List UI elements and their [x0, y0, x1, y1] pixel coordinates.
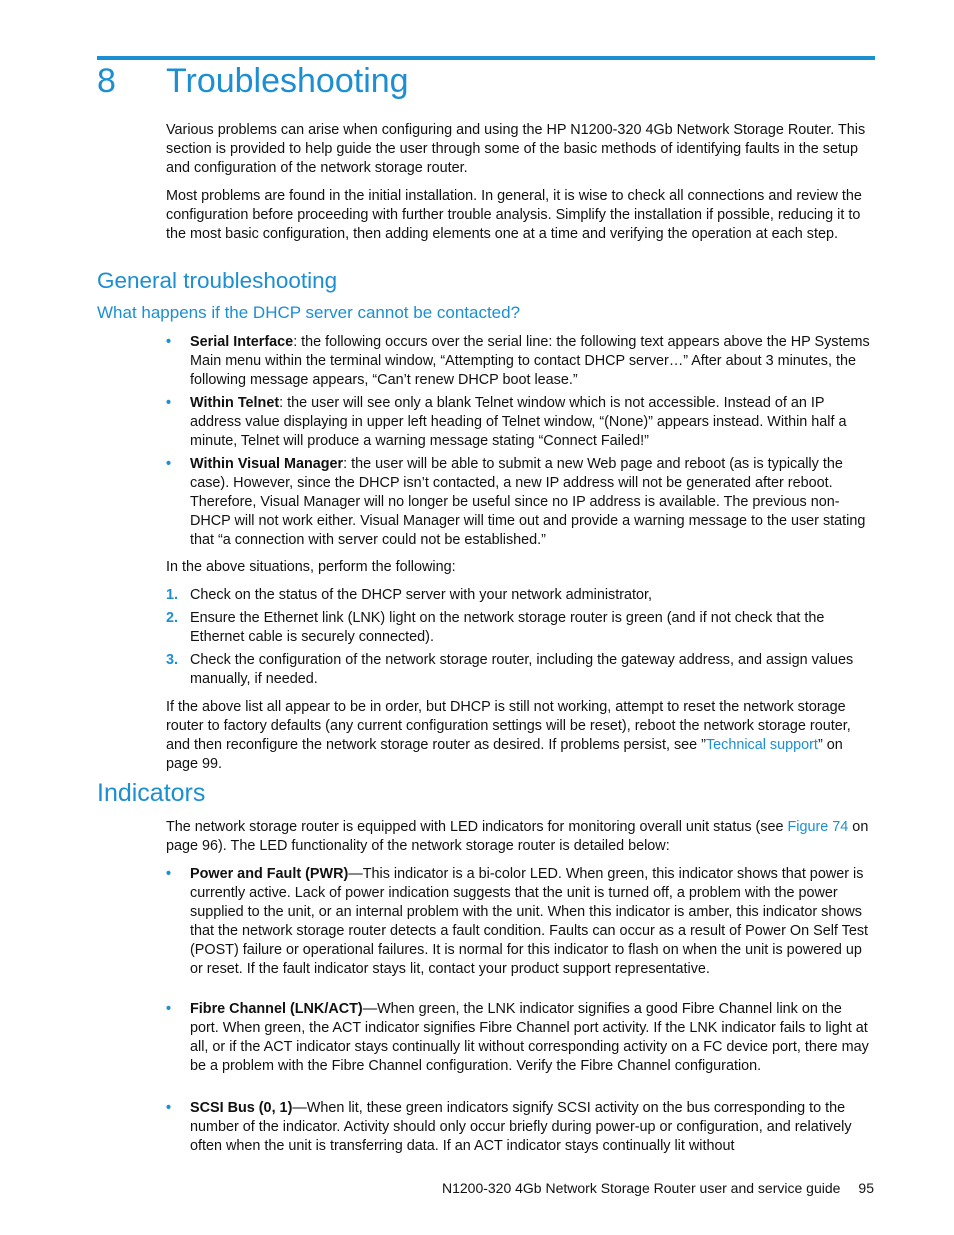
- chapter-heading: [97, 62, 409, 101]
- chapter-top-rule: [97, 56, 875, 60]
- list-item: [166, 865, 874, 979]
- bullet-text: : the user will be able to submit a new Web page and reboot (as is typically the case). However, since the DHCP isn’t contacted, a new IP address will not be generated after reboot. Therefore, Visual Manager will no longer be useful since no IP address is available. The previous non-DHCP will not work either. Visual Manager will time out and provide a warning message to the user stating that “a connection with server could not be established.”: [190, 456, 866, 548]
- bullet-term: Within Telnet: [190, 395, 280, 411]
- subsection-heading-dhcp: What happens if the DHCP server cannot be contacted?: [97, 303, 521, 322]
- step-text: Check on the status of the DHCP server with your network administrator,: [190, 587, 653, 603]
- indicators-intro-text-end: on page 96). The LED functionality of the network storage router is detailed below:: [166, 819, 869, 854]
- numbered-step: [166, 651, 874, 689]
- section-heading-general: General troubleshooting: [97, 268, 338, 293]
- bullet-glyph: •: [166, 1100, 172, 1116]
- chapter-title: Troubleshooting: [166, 62, 409, 100]
- numbered-step: [166, 586, 874, 605]
- step-text: Check the configuration of the network storage router, including the gateway address, and assign values manually, if needed.: [190, 652, 854, 687]
- closing-text-end: ” on page 99.: [166, 737, 843, 772]
- step-number: 3.: [166, 652, 179, 668]
- bullet-term: Serial Interface: [190, 334, 294, 350]
- intro-paragraph-1: Various problems can arise when configuring and using the HP N1200-320 4Gb Network Storage Router. This section is provided to help guide the user through some of the basic methods of identifying faults in the setup and configuration of the network storage router.: [166, 122, 866, 176]
- list-item: [166, 394, 874, 451]
- closing-paragraph: [166, 698, 874, 774]
- numbered-step: [166, 609, 874, 647]
- bullet-glyph: •: [166, 866, 172, 882]
- bullet-glyph: •: [166, 334, 172, 350]
- bullet-term: Within Visual Manager: [190, 456, 344, 472]
- list-item: [166, 1099, 874, 1156]
- step-text: Ensure the Ethernet link (LNK) light on the network storage router is green (and if not check that the Ethernet cable is securely connected).: [190, 610, 825, 645]
- list-item: [166, 455, 874, 550]
- intro-paragraph-2: Most problems are found in the initial installation. In general, it is wise to check all connections and review the configuration before proceeding with further trouble analysis. Simplify the installation if possible, reducing it to the most basic configuration, then adding elements one at a time and verifying the operation at each step.: [166, 188, 862, 242]
- section-heading-indicators: Indicators: [97, 779, 206, 807]
- page-number: 95: [858, 1180, 874, 1196]
- step-number: 1.: [166, 587, 179, 603]
- chapter-number: 8: [97, 62, 116, 100]
- indicators-intro-text: The network storage router is equipped with LED indicators for monitoring overall unit status (see: [166, 819, 788, 835]
- bullet-term: SCSI Bus (0, 1): [190, 1100, 293, 1116]
- figure-74-link[interactable]: Figure 74: [787, 819, 849, 835]
- list-item: [166, 1000, 874, 1076]
- steps-lead-in: In the above situations, perform the following:: [166, 559, 456, 575]
- bullet-glyph: •: [166, 456, 172, 472]
- bullet-text: : the following occurs over the serial line: the following text appears above the HP Systems Main menu within the terminal window, “Attempting to contact DHCP server…” After about 3 minutes, the following message appears, “Can’t renew DHCP boot lease.”: [190, 334, 870, 388]
- bullet-term: Fibre Channel (LNK/ACT): [190, 1001, 363, 1017]
- footer-title: N1200-320 4Gb Network Storage Router user and service guide: [441, 1180, 841, 1196]
- bullet-term: Power and Fault (PWR): [190, 866, 349, 882]
- indicators-intro: [166, 818, 874, 856]
- bullet-text: —When green, the LNK indicator signifies a good Fibre Channel link on the port. When green, the ACT indicator signifies Fibre Channel port activity. If the LNK indicator fails to light at all, or if the ACT indicator stays continually lit without corresponding activity on a FC device port, there may be a problem with the Fibre Channel configuration. Verify the Fibre Channel configuration.: [190, 1001, 869, 1074]
- bullet-glyph: •: [166, 395, 172, 411]
- list-item: [166, 333, 874, 390]
- step-number: 2.: [166, 610, 179, 626]
- bullet-text: : the user will see only a blank Telnet window which is not accessible. Instead of an IP address value displaying in upper left heading of Telnet window, “(None)” appears instead. Within half a minute, Telnet will produce a warning message stating “Connect Failed!”: [190, 395, 847, 449]
- closing-text: If the above list all appear to be in order, but DHCP is still not working, attempt to reset the network storage router to factory defaults (any current configuration settings will be reset), reboot the network storage router, and then reconfigure the network storage router as desired. If problems persist, see ”: [166, 699, 851, 753]
- bullet-glyph: •: [166, 1001, 172, 1017]
- bullet-text: —When lit, these green indicators signify SCSI activity on the bus corresponding to the number of the indicator. Activity should only occur briefly during power-up or configuration, and relatively often when the unit is transferring data. If an ACT indicator stays continually lit without: [190, 1100, 852, 1154]
- page-footer: [442, 1180, 874, 1196]
- bullet-text: —This indicator is a bi-color LED. When green, this indicator shows that power is currently active. Lack of power indication suggests that the unit is turned off, a problem with the power supplied to the unit, or an internal problem with the unit. When this indicator is amber, this indicator shows that the network storage router detects a fault condition. Faults can occur as a result of Power On Self Test (POST) failure or operational failures. It is normal for this indicator to flash on when the unit is powered up or reset. If the fault indicator stays lit, contact your product support representative.: [190, 866, 869, 977]
- technical-support-link[interactable]: Technical support: [705, 737, 818, 753]
